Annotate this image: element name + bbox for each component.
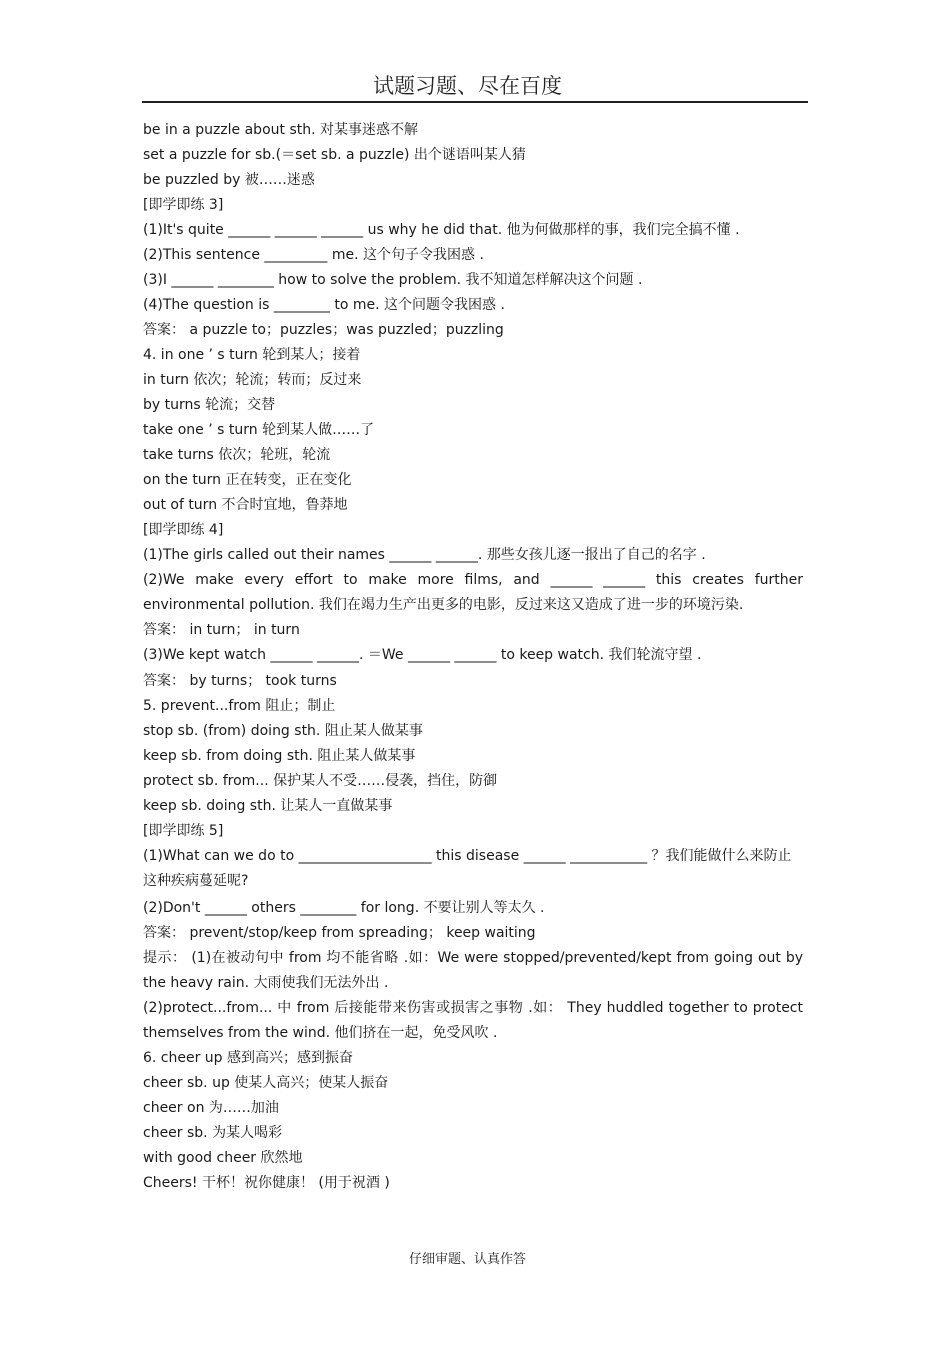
answer-line: 答案： a puzzle to；puzzles；was puzzled；puzzling: [143, 322, 504, 338]
section-heading: 4. in one ’ s turn 轮到某人；接着: [143, 347, 361, 363]
text-line: keep sb. doing sth. 让某人一直做某事: [143, 798, 393, 814]
text-line: take one ’ s turn 轮到某人做……了: [143, 422, 375, 438]
exercise-item: (2)This sentence _________ me. 这个句子令我困惑 .: [143, 247, 484, 263]
exercise-item: (3)I ______ ________ how to solve the problem. 我不知道怎样解决这个问题 .: [143, 272, 643, 288]
text-line: stop sb. (from) doing sth. 阻止某人做某事: [143, 723, 423, 739]
document-body: [143, 118, 803, 1196]
text-line: on the turn 正在转变，正在变化: [143, 472, 352, 488]
text-line: cheer sb. up 使某人高兴；使某人振奋: [143, 1075, 389, 1091]
text-line: be puzzled by 被……迷惑: [143, 172, 315, 188]
text-line: by turns 轮流；交替: [143, 397, 276, 413]
tip-line: the heavy rain. 大雨使我们无法外出 .: [143, 975, 389, 991]
text-line: be in a puzzle about sth. 对某事迷惑不解: [143, 122, 419, 138]
tip-line: 提示： (1)在被动句中 from 均不能省略 .如：We were stopped/prevented/kept from going out by: [143, 950, 803, 966]
text-line: with good cheer 欣然地: [143, 1150, 303, 1166]
text-line: cheer on 为……加油: [143, 1100, 279, 1116]
exercise-item: (2)We make every effort to make more films, and ______ ______ this creates further: [143, 572, 803, 588]
exercise-item: (3)We kept watch ______ ______. ＝We ______ ______ to keep watch. 我们轮流守望 .: [143, 647, 702, 663]
exercise-item: (2)Don't ______ others ________ for long. 不要让别人等太久 .: [143, 900, 545, 916]
practice-heading: [即学即练 5]: [143, 823, 224, 839]
tip-line: themselves from the wind. 他们挤在一起，免受风吹 .: [143, 1025, 498, 1041]
exercise-item-continued: environmental pollution. 我们在竭力生产出更多的电影，反过来这又造成了进一步的环境污染.: [143, 597, 744, 613]
text-line: take turns 依次；轮班，轮流: [143, 447, 331, 463]
exercise-item: (1)The girls called out their names ______ ______. 那些女孩儿逐一报出了自己的名字 .: [143, 547, 706, 563]
answer-line: 答案： in turn； in turn: [143, 622, 300, 638]
answer-line: 答案： by turns； took turns: [143, 673, 337, 689]
text-line: cheer sb. 为某人喝彩: [143, 1125, 283, 1141]
page-footer: 仔细审题、认真作答: [408, 1252, 526, 1267]
exercise-item: (4)The question is ________ to me. 这个问题令我困惑 .: [143, 297, 505, 313]
answer-line: 答案： prevent/stop/keep from spreading； keep waiting: [143, 925, 536, 941]
practice-heading: [即学即练 4]: [143, 522, 224, 538]
practice-heading: [即学即练 3]: [143, 197, 224, 213]
tip-line: (2)protect...from... 中 from 后接能带来伤害或损害之事物 .如： They huddled together to protect: [143, 1000, 803, 1016]
exercise-item: (1)What can we do to ___________________ this disease ______ ___________ ？我们能做什么来防止这种疾病蔓延呢?: [143, 848, 792, 889]
text-line: in turn 依次；轮流；转而；反过来: [143, 372, 362, 388]
section-heading: 5. prevent...from 阻止；制止: [143, 698, 336, 714]
exercise-item: (1)It's quite ______ ______ ______ us why he did that. 他为何做那样的事，我们完全搞不懂 .: [143, 222, 740, 238]
text-line: set a puzzle for sb.(＝set sb. a puzzle) 出个谜语叫某人猜: [143, 147, 526, 163]
page-header-title: 试题习题、尽在百度: [373, 74, 562, 98]
text-line: keep sb. from doing sth. 阻止某人做某事: [143, 748, 416, 764]
header-divider: [142, 101, 808, 103]
text-line: protect sb. from... 保护某人不受……侵袭，挡住，防御: [143, 773, 498, 789]
section-heading: 6. cheer up 感到高兴；感到振奋: [143, 1050, 354, 1066]
text-line: Cheers! 干杯！祝你健康！ (用于祝酒 ): [143, 1175, 390, 1191]
text-line: out of turn 不合时宜地，鲁莽地: [143, 497, 348, 513]
